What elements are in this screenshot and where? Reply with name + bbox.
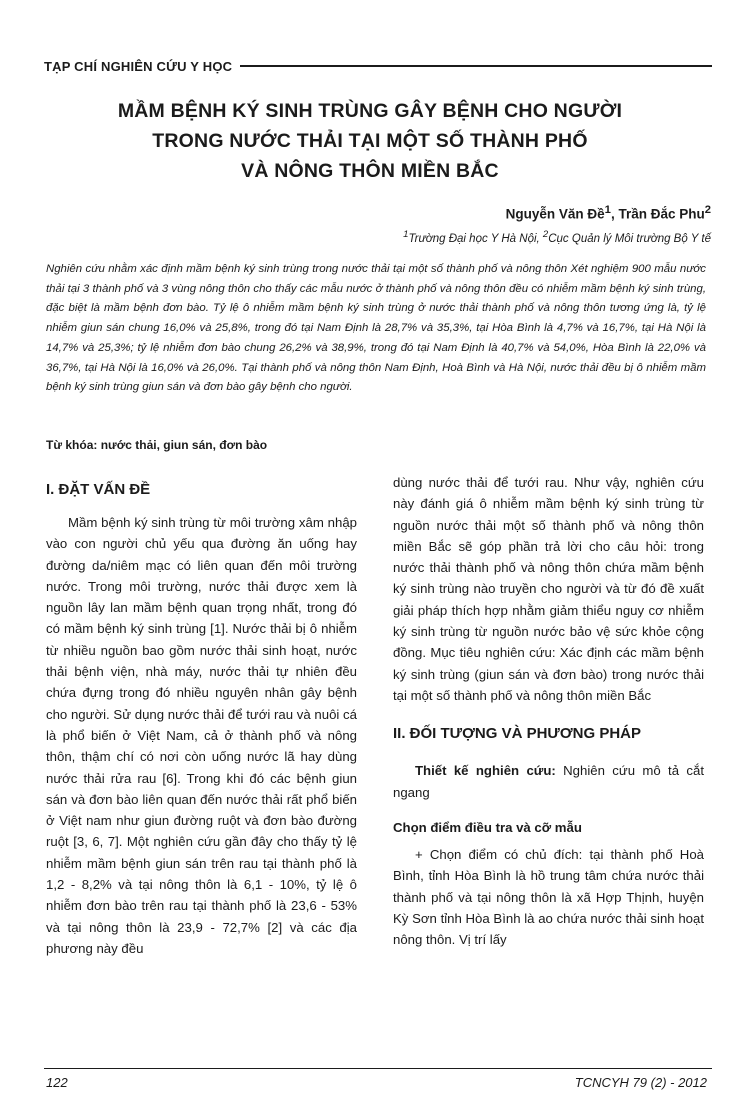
design-label: Thiết kế nghiên cứu: <box>415 763 556 779</box>
author-2-affil-mark: 2 <box>704 204 711 216</box>
author-separator: , <box>610 206 619 222</box>
footer-rule <box>44 1068 712 1069</box>
affil-1: Trường Đại học Y Hà Nội, <box>408 232 543 245</box>
affil-2: Cục Quản lý Môi trường Bộ Y tế <box>548 232 711 245</box>
affil-1-mark: 1 <box>403 229 409 240</box>
intro-paragraph: Mầm bệnh ký sinh trùng từ môi trường xâm nhập vào con người chủ yếu qua đường ăn uống hay đường da/niêm mạc có liên quan đến môi trường nước. Trong môi trường, nước thải được xem là nguồn lây lan mầm bệnh quan trọng nhất, trong đó có mầm bệnh ký sinh trùng [1]. Nước thải bị ô nhiễm từ nhiều nguồn bao gồm nước thải sinh hoạt, nước thải bệnh viện, nhà máy, nước thải tự nhiên đều chứa đựng trong đó nhiều nguyên nhân gây bệnh cho người. Sử dụng nước thải để tưới rau và nuôi cá là phổ biến ở Việt Nam, cả ở thành phố và nông thôn, thậm chí có nơi còn uống nước lã hay dùng nước thải rửa rau [6]. Trong khi đó các bệnh giun sán và đơn bào liên quan đến nước thải rất phổ biến ở Việt nam như giun đường ruột và đơn bào đường ruột [3, 6, 7]. Một nghiên cứu gần đây cho thấy tỷ lệ nhiễm mầm bệnh giun sán trên rau tại thành phố là 1,2 - 8,2% và tại nông thôn là 6,1 - 10%, tỷ lệ ô nhiễm đơn bào trên rau tại thành phố là 23,6 - 53% và tại nông thôn là 23,9 - 72,7% [2] và các địa phương này đều <box>46 515 357 956</box>
design-text: Nghiên cứu mô tả cắt ngang <box>393 763 704 800</box>
author-list <box>506 204 711 222</box>
author-2: Trần Đắc Phu <box>618 206 705 222</box>
article-title <box>40 96 700 186</box>
abstract: Nghiên cứu nhằm xác định mầm bệnh ký sinh trùng trong nước thải tại một số thành phố và nông thôn Xét nghiệm 900 mẫu nước thải tại 3 thành phố và 3 vùng nông thôn cho thấy các mẫu nước ở thành phố và nông thôn đều có nhiễm mầm bệnh ký sinh trùng, đặc biệt là mầm bệnh đơn bào. Tỷ lệ ô nhiễm mầm bệnh ký sinh trùng ở nước thải thành phố và nông thôn tương ứng là, tỷ lệ nhiễm giun sán chung 16,0% và 25,8%, trong đó tại Nam Định là 28,7% và 35,3%, tại Hòa Bình là 4,7% và 16,7%, tại Hà Nội là 14,7% và 25,3%; tỷ lệ nhiễm đơn bào chung 26,2% và 38,9%, trong đó tại Nam Định là 40,7% và 54,0%, Hòa Bình là 22,0% và 36,7%, tại Hà Nội là 16,0% và 26,0%. Tại thành phố và nông thôn Nam Định, Hoà Bình và Hà Nội, nước thải đều bị ô nhiễm mầm bệnh ký sinh trùng giun sán và đơn bào gây bệnh cho người. <box>46 263 706 394</box>
intro-paragraph-continued: dùng nước thải để tưới rau. Như vậy, nghiên cứu này đánh giá ô nhiễm mầm bệnh ký sinh trùng từ nguồn nước thải một số thành phố và nông thôn miền Bắc sẽ góp phần trả lời cho câu hỏi: trong nước thải thành phố và nông thôn chứa mầm bệnh ký sinh trùng nào truyền cho người và từ đó đề xuất giải pháp thích hợp nhằm giảm thiểu nguy cơ nhiễm ký sinh trùng từ nguồn nước bảo vệ sức khỏe cộng đồng. Mục tiêu nghiên cứu: Xác định các mầm bệnh ký sinh trùng (giun sán và đơn bào) trong nước thải tại một số thành phố và nông thôn miền Bắc <box>393 475 704 703</box>
section-heading-methods: II. ĐỐI TƯỢNG VÀ PHƯƠNG PHÁP <box>393 725 641 743</box>
page-number: 122 <box>46 1075 68 1090</box>
subheading-sampling: Chọn điểm điều tra và cỡ mẫu <box>393 819 582 835</box>
sampling-paragraph: + Chọn điểm có chủ đích: tại thành phố Hoà Bình, tỉnh Hòa Bình là hồ trung tâm chứa nước thải thành phố và tại nông thôn là xã Hợp Thịnh, huyện Kỳ Sơn tỉnh Hòa Bình là ao chứa nước thải sinh hoạt nông thôn. Vị trí lấy <box>393 847 704 948</box>
footer-journal: TCNCYH 79 (2) - 2012 <box>574 1075 707 1090</box>
affiliations <box>403 229 711 245</box>
affil-2-mark: 2 <box>542 229 549 240</box>
title-line-1: MẦM BỆNH KÝ SINH TRÙNG GÂY BỆNH CHO NGƯỜI <box>117 100 623 122</box>
author-1: Nguyễn Văn Đề <box>505 206 605 222</box>
keywords: Từ khóa: nước thải, giun sán, đơn bào <box>46 438 268 452</box>
left-column <box>46 472 357 959</box>
journal-header <box>44 56 712 76</box>
right-column <box>393 472 704 951</box>
journal-name: TẠP CHÍ NGHIÊN CỨU Y HỌC <box>44 58 233 74</box>
author-1-affil-mark: 1 <box>604 204 611 216</box>
title-line-3: VÀ NÔNG THÔN MIỀN BẮC <box>241 160 499 182</box>
title-line-2: TRONG NƯỚC THẢI TẠI MỘT SỐ THÀNH PHỐ <box>152 130 588 152</box>
design-paragraph <box>393 760 704 803</box>
header-rule <box>240 65 712 67</box>
section-heading-intro: I. ĐẶT VẤN ĐỀ <box>46 481 151 498</box>
